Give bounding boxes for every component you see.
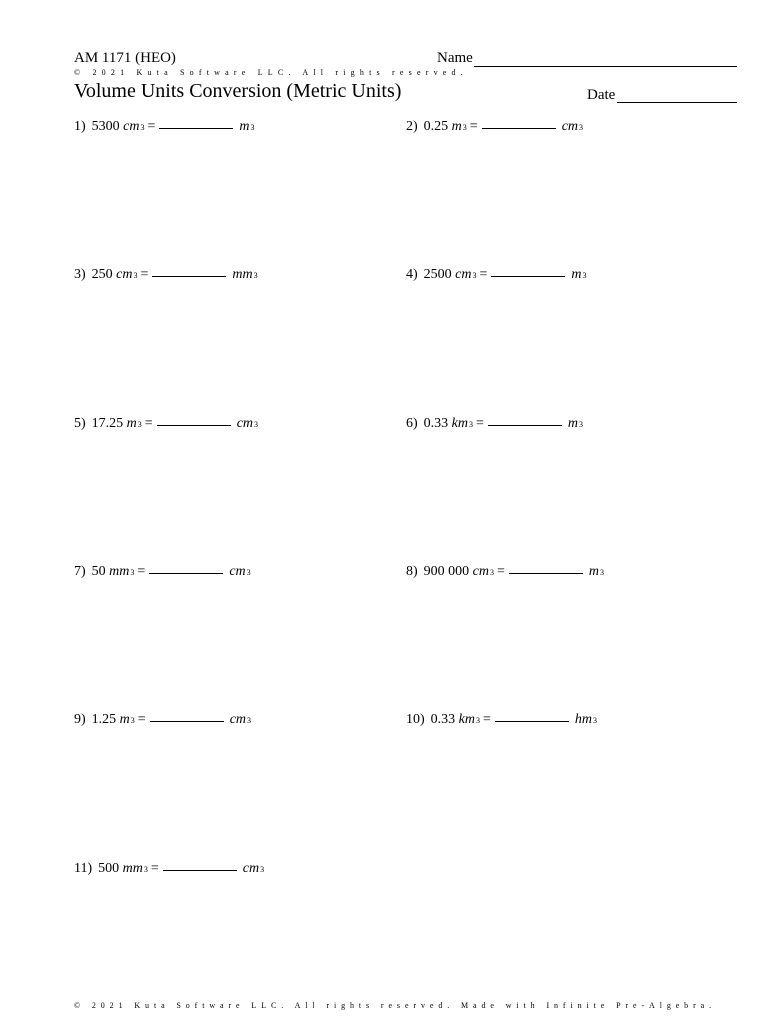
to-unit: cm (561, 119, 579, 134)
equals-sign: = (137, 712, 146, 727)
answer-blank[interactable] (149, 573, 223, 574)
equals-sign: = (137, 564, 146, 579)
from-exponent: 3 (143, 865, 148, 874)
from-unit: mm (122, 861, 143, 876)
date-field-line (617, 102, 737, 103)
problem-4 (406, 267, 587, 283)
equals-sign: = (483, 712, 491, 727)
problem-value: 17.25 (91, 416, 124, 431)
problem-value: 1.25 (91, 712, 117, 727)
answer-blank[interactable] (157, 425, 231, 426)
problem-1 (74, 119, 255, 135)
equals-sign: = (150, 861, 159, 876)
problem-value: 0.33 (423, 416, 449, 431)
to-unit: cm (236, 416, 254, 431)
problem-7 (74, 564, 251, 580)
from-unit: m (126, 416, 137, 431)
to-unit: cm (242, 861, 260, 876)
problem-6 (406, 416, 583, 432)
from-exponent: 3 (490, 568, 494, 577)
equals-sign: = (479, 267, 488, 282)
course-code: AM 1171 (HEO) (74, 50, 176, 66)
problem-number: 8) (406, 564, 418, 579)
problem-value: 50 (91, 564, 106, 579)
to-exponent: 3 (250, 123, 255, 132)
to-unit: m (567, 416, 579, 431)
answer-blank[interactable] (150, 721, 224, 722)
to-exponent: 3 (579, 420, 584, 429)
problem-number: 2) (406, 119, 418, 134)
from-unit: cm (116, 267, 133, 282)
equals-sign: = (469, 119, 478, 134)
equals-sign: = (147, 119, 156, 134)
problem-number: 5) (74, 416, 86, 431)
equals-sign: = (476, 416, 484, 431)
name-field-line (474, 66, 737, 67)
equals-sign: = (144, 416, 153, 431)
from-unit: m (451, 119, 462, 134)
name-label: Name (437, 50, 473, 66)
date-label: Date (587, 87, 616, 103)
to-exponent: 3 (600, 568, 605, 577)
problem-9 (74, 712, 251, 728)
problem-value: 5300 (91, 119, 120, 134)
problem-value: 0.33 (430, 712, 456, 727)
header-copyright: © 2021 Kuta Software LLC. All rights reserved. (74, 68, 468, 77)
to-exponent: 3 (593, 716, 598, 725)
problem-number: 9) (74, 712, 86, 727)
from-unit: cm (123, 119, 140, 134)
answer-blank[interactable] (509, 573, 583, 574)
problem-number: 4) (406, 267, 418, 282)
equals-sign: = (140, 267, 149, 282)
from-exponent: 3 (472, 271, 477, 280)
to-unit: mm (232, 267, 253, 282)
problem-10 (406, 712, 597, 728)
worksheet-title: Volume Units Conversion (Metric Units) (74, 80, 402, 102)
from-unit: m (119, 712, 130, 727)
from-unit: km (458, 712, 475, 727)
problem-value: 250 (91, 267, 113, 282)
problem-number: 6) (406, 416, 418, 431)
from-exponent: 3 (476, 716, 480, 725)
to-unit: cm (229, 564, 246, 579)
from-unit: cm (472, 564, 489, 579)
problem-3 (74, 267, 258, 283)
to-exponent: 3 (579, 123, 584, 132)
from-unit: mm (109, 564, 130, 579)
to-unit: hm (574, 712, 593, 727)
from-exponent: 3 (137, 420, 142, 429)
from-unit: cm (455, 267, 472, 282)
to-exponent: 3 (253, 271, 258, 280)
problem-number: 3) (74, 267, 86, 282)
from-exponent: 3 (469, 420, 473, 429)
to-exponent: 3 (246, 568, 251, 577)
answer-blank[interactable] (159, 128, 233, 129)
problem-number: 11) (74, 861, 93, 876)
problem-8 (406, 564, 604, 580)
equals-sign: = (497, 564, 505, 579)
answer-blank[interactable] (495, 721, 569, 722)
footer-copyright: © 2021 Kuta Software LLC. All rights reserved. Made with Infinite Pre-Algebra. (74, 1001, 716, 1010)
problem-11 (74, 861, 264, 877)
problem-5 (74, 416, 258, 432)
to-unit: cm (229, 712, 247, 727)
to-unit: m (588, 564, 600, 579)
problem-value: 0.25 (423, 119, 449, 134)
problem-number: 7) (74, 564, 86, 579)
problem-number: 10) (406, 712, 425, 727)
problem-value: 900 000 (423, 564, 470, 579)
from-unit: km (451, 416, 468, 431)
from-exponent: 3 (130, 716, 135, 725)
from-exponent: 3 (133, 271, 138, 280)
answer-blank[interactable] (482, 128, 556, 129)
to-unit: m (239, 119, 250, 134)
problem-number: 1) (74, 119, 86, 134)
problem-2 (406, 119, 583, 135)
answer-blank[interactable] (152, 276, 226, 277)
answer-blank[interactable] (491, 276, 565, 277)
problem-value: 500 (98, 861, 120, 876)
from-exponent: 3 (140, 123, 145, 132)
answer-blank[interactable] (488, 425, 562, 426)
to-exponent: 3 (247, 716, 252, 725)
from-exponent: 3 (462, 123, 467, 132)
from-exponent: 3 (130, 568, 135, 577)
to-exponent: 3 (254, 420, 259, 429)
to-unit: m (571, 267, 582, 282)
problem-value: 2500 (423, 267, 452, 282)
answer-blank[interactable] (163, 870, 237, 871)
to-exponent: 3 (582, 271, 587, 280)
to-exponent: 3 (260, 865, 265, 874)
